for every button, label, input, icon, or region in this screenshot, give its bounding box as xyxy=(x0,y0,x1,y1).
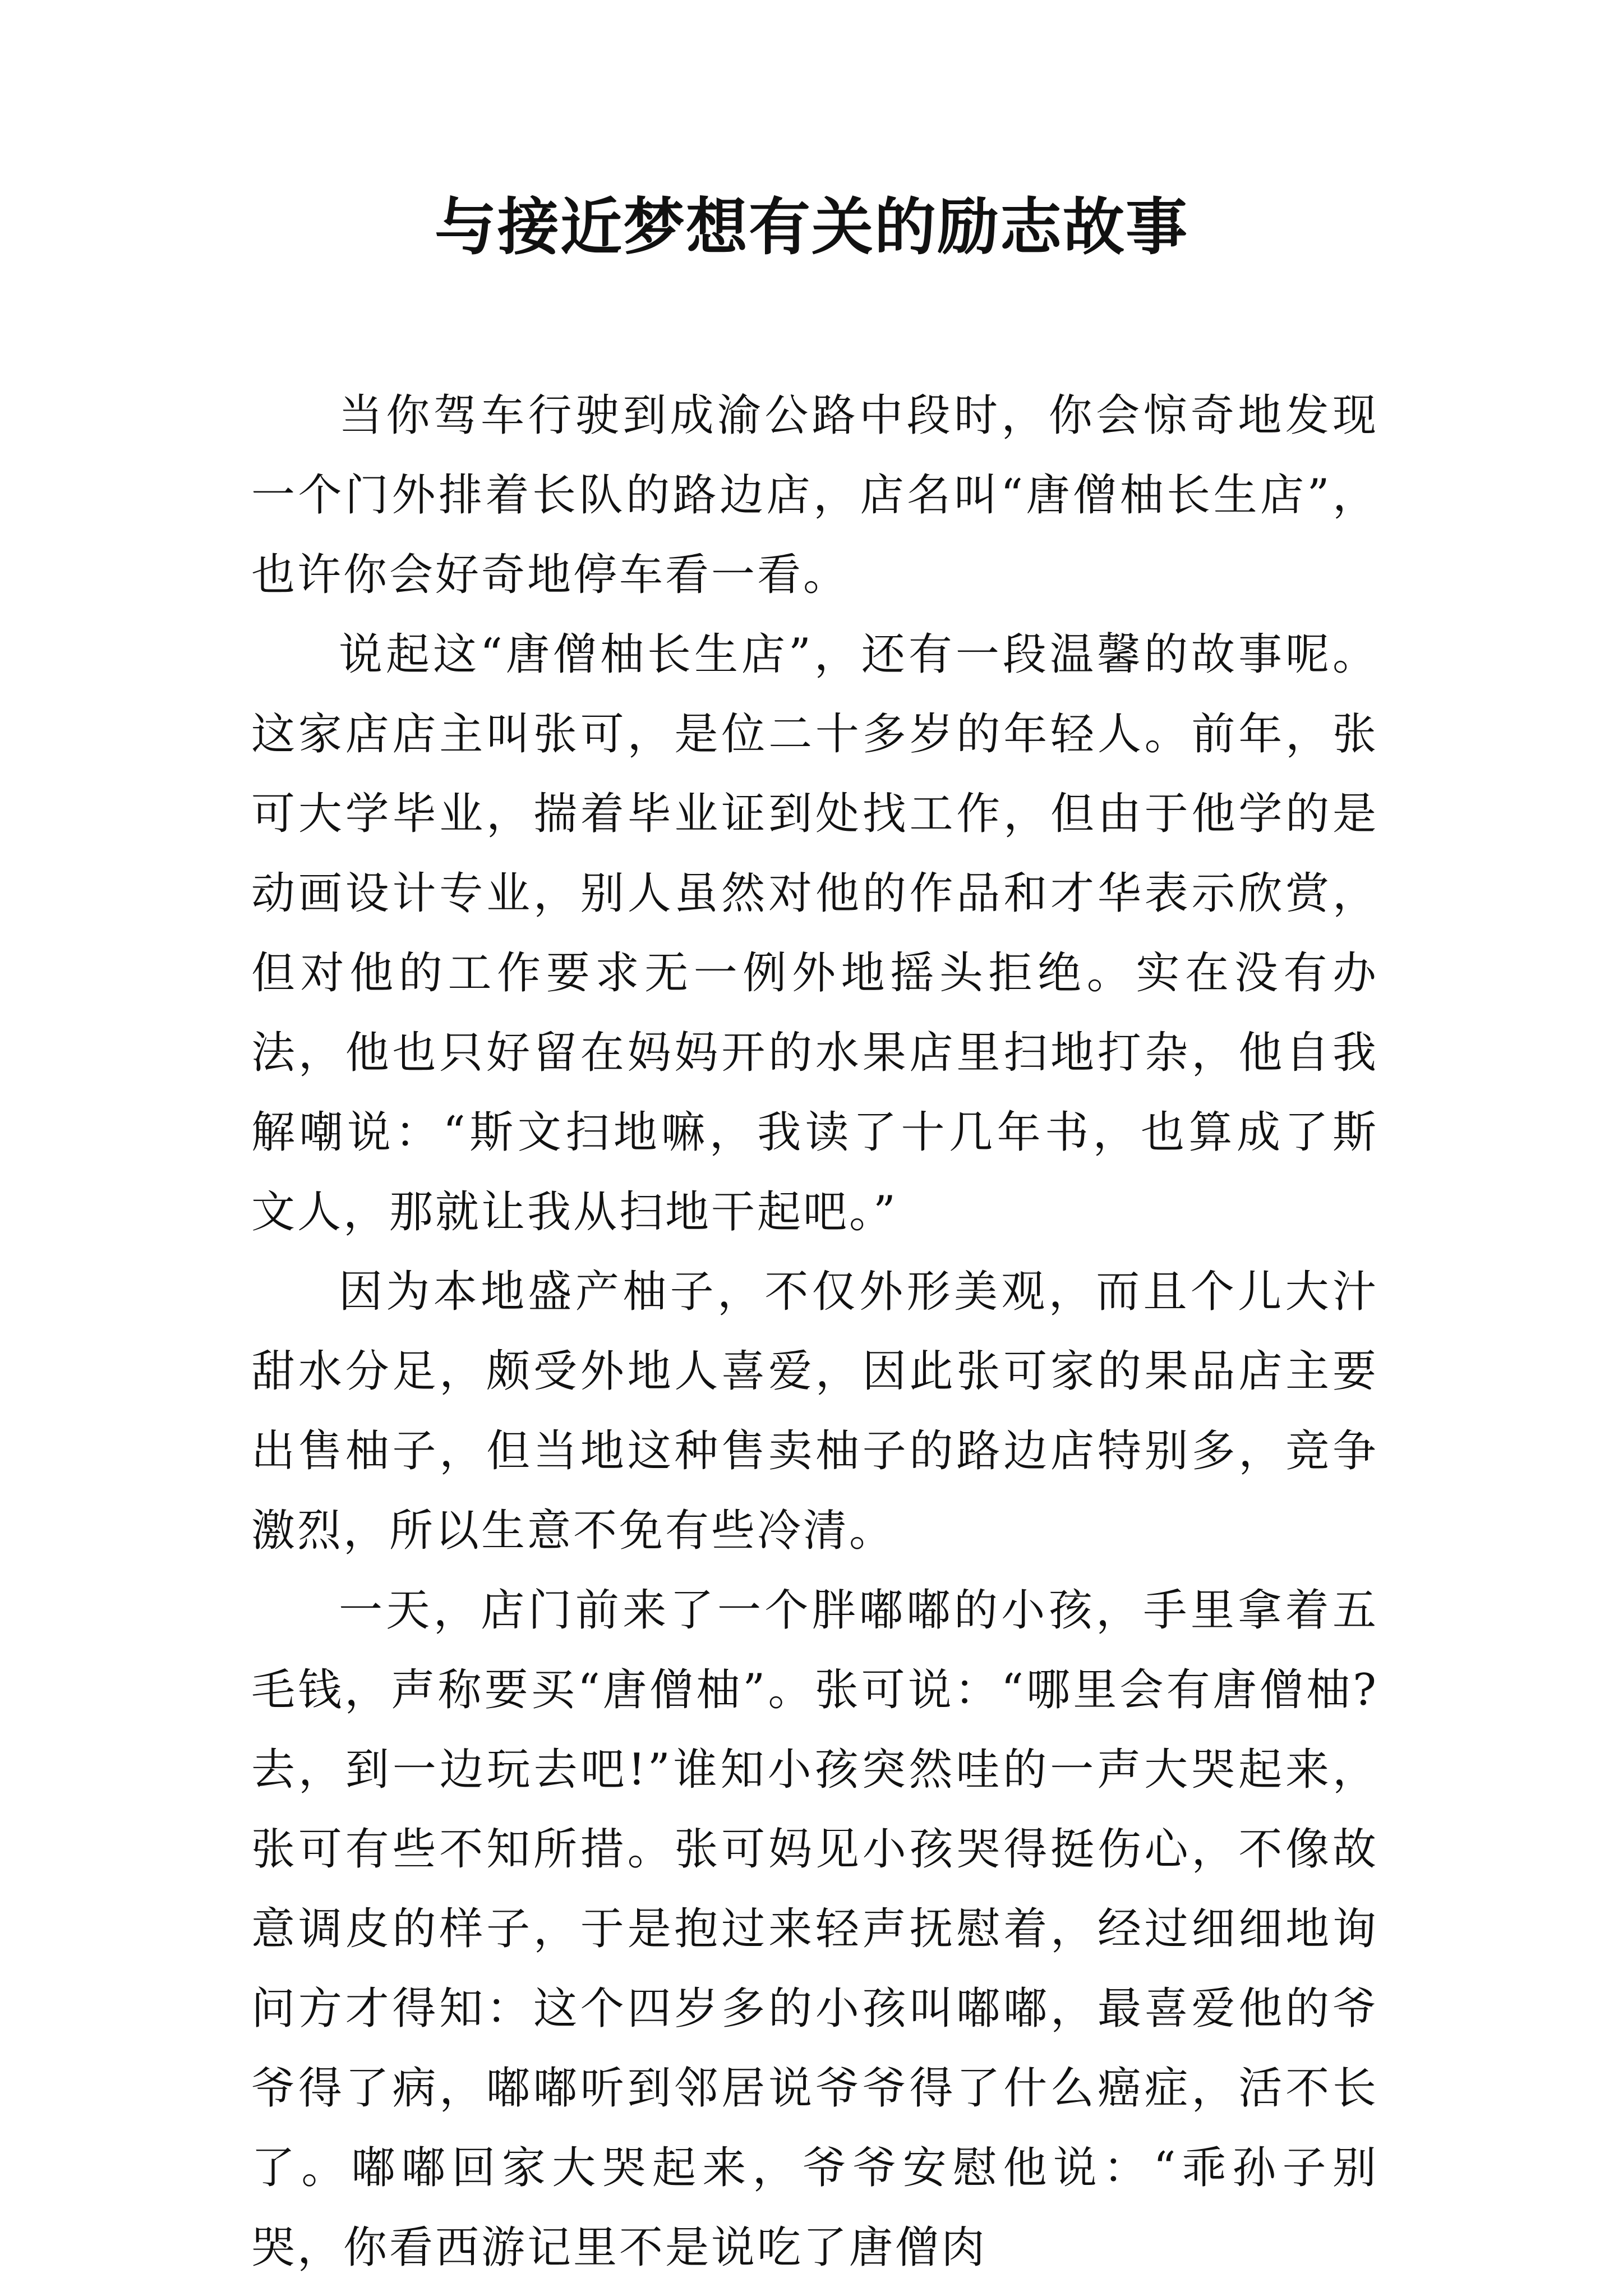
paragraph: 当你驾车行驶到成渝公路中段时，你会惊奇地发现一个门外排着长队的路边店，店名叫“唐僧柚长生店”，也许你会好奇地停车看一看。 xyxy=(251,390,1378,600)
paragraph: 因为本地盛产柚子，不仅外形美观，而且个儿大汁甜水分足，颇受外地人喜爱，因此张可家的果品店主要出售柚子，但当地这种售卖柚子的路边店特别多，竞争激烈，所以生意不免有些冷清。 xyxy=(251,1267,1378,1556)
paragraph: 一天，店门前来了一个胖嘟嘟的小孩，手里拿着五毛钱，声称要买“唐僧柚”。张可说：“哪里会有唐僧柚?去，到一边玩去吧!”谁知小孩突然哇的一声大哭起来，张可有些不知所措。张可妈见小孩哭得挺伤心，不像故意调皮的样子，于是抱过来轻声抚慰着，经过细细地询问方才得知：这个四岁多的小孩叫嘟嘟，最喜爱他的爷爷得了病，嘟嘟听到邻居说爷爷得了什么癌症，活不长了。嘟嘟回家大哭起来，爷爷安慰他说：“乖孙子别哭，你看西游记里不是说吃了唐僧肉 xyxy=(251,1585,1378,2273)
document-body xyxy=(251,376,1378,2288)
document-title: 与接近梦想有关的励志故事 xyxy=(435,191,1188,263)
paragraph: 说起这“唐僧柚长生店”，还有一段温馨的故事呢。这家店店主叫张可，是位二十多岁的年轻人。前年，张可大学毕业，揣着毕业证到处找工作，但由于他学的是动画设计专业，别人虽然对他的作品和才华表示欣赏，但对他的工作要求无一例外地摇头拒绝。实在没有办法，他也只好留在妈妈开的水果店里扫地打杂，他自我解嘲说：“斯文扫地嘛，我读了十几年书，也算成了斯文人，那就让我从扫地干起吧。” xyxy=(251,629,1378,1237)
